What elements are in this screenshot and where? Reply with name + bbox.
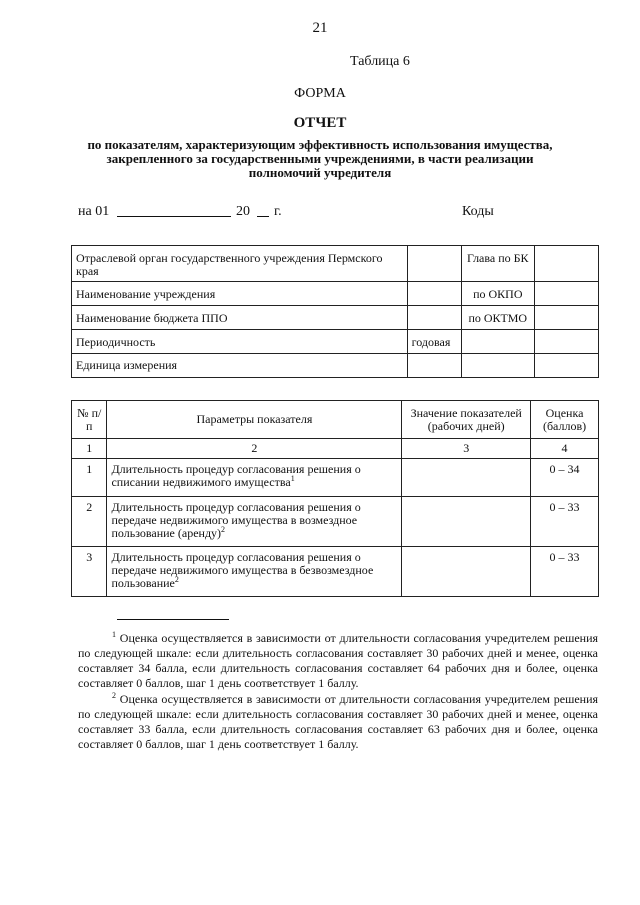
code-value-oktmo: [534, 306, 598, 330]
row-number: 3: [72, 547, 107, 597]
report-subtitle: по показателям, характеризующим эффективность использования имущества, закрепленного за государственными учреждениями, в части реализации полномочий учредителя: [87, 137, 553, 180]
footnote-text: Оценка осуществляется в зависимости от длительности согласования учредителем решения по следующей шкале: если длительность согласования составляет 30 рабочих дней и менее, оценка составляет 34 балла, если длительность согласования составляет 64 рабочих дня и более, оценка составляет 0 баллов, шаг 1 день соответствует 1 баллу.: [78, 631, 599, 690]
row-number: 1: [72, 459, 107, 497]
org-body-label: Отраслевой орган государственного учреждения Пермского края: [72, 246, 408, 282]
row-score: 0 – 33: [531, 547, 599, 597]
row-value: [402, 459, 531, 497]
unit-label: Единица измерения: [72, 354, 408, 378]
header-value: Значение показателей (рабочих дней): [402, 401, 531, 439]
date-prefix: на 01: [78, 204, 110, 219]
header-score: Оценка (баллов): [531, 401, 599, 439]
row-param: [107, 497, 402, 547]
footnote-mark: 2: [112, 691, 116, 700]
footnote-2: [78, 692, 598, 752]
row-score: 0 – 33: [531, 497, 599, 547]
footnote-mark: 1: [112, 630, 116, 639]
org-info-table: [71, 245, 599, 378]
row-param-text: Длительность процедур согласования решения о передаче недвижимого имущества в возмездное пользование (аренду): [111, 500, 361, 540]
page-number: 21: [312, 20, 328, 36]
code-label-okpo: по ОКПО: [461, 282, 534, 306]
code-label-bk: Глава по БК: [461, 246, 534, 282]
code-label-empty: [461, 354, 534, 378]
metrics-table: [71, 400, 599, 597]
budget-name-label: Наименование бюджета ППО: [72, 306, 408, 330]
row-value: [402, 497, 531, 547]
code-value-okpo: [534, 282, 598, 306]
form-label: ФОРМА: [294, 86, 346, 101]
header-params: Параметры показателя: [107, 401, 402, 439]
table-row: [72, 330, 599, 354]
codes-label: Коды: [462, 204, 494, 219]
table-row: [72, 459, 599, 497]
periodicity-label: Периодичность: [72, 330, 408, 354]
code-value-empty: [534, 354, 598, 378]
table-row: [72, 547, 599, 597]
row-number: 2: [72, 497, 107, 547]
column-number: 3: [402, 439, 531, 459]
footnote-ref: 2: [221, 525, 226, 534]
column-number: 1: [72, 439, 107, 459]
row-param: [107, 547, 402, 597]
code-label-oktmo: по ОКТМО: [461, 306, 534, 330]
table-label: Таблица 6: [350, 54, 410, 69]
date-blank-line: [117, 216, 231, 217]
column-number: 4: [531, 439, 599, 459]
date-suffix: г.: [274, 204, 282, 219]
column-number-row: [72, 439, 599, 459]
row-param: [107, 459, 402, 497]
footnote-1: [78, 631, 598, 691]
report-title: ОТЧЕТ: [293, 115, 347, 131]
column-number: 2: [107, 439, 402, 459]
periodicity-value: годовая: [407, 330, 461, 354]
footnote-ref: 2: [174, 575, 179, 584]
budget-name-value: [407, 306, 461, 330]
table-row: [72, 306, 599, 330]
row-score: 0 – 34: [531, 459, 599, 497]
row-value: [402, 547, 531, 597]
row-param-text: Длительность процедур согласования решения о передаче недвижимого имущества в безвозмездное пользование: [111, 550, 374, 590]
table-row: [72, 354, 599, 378]
date-year-prefix: 20: [236, 204, 250, 219]
code-value-bk: [534, 246, 598, 282]
footnote-separator: [117, 619, 229, 620]
institution-name-label: Наименование учреждения: [72, 282, 408, 306]
institution-name-value: [407, 282, 461, 306]
table-row: [72, 497, 599, 547]
header-num: № п/п: [72, 401, 107, 439]
row-param-text: Длительность процедур согласования решения о списании недвижимого имущества: [111, 462, 361, 489]
unit-value: [407, 354, 461, 378]
code-value-empty: [534, 330, 598, 354]
table-header-row: [72, 401, 599, 439]
table-row: [72, 246, 599, 282]
table-row: [72, 282, 599, 306]
footnote-text: Оценка осуществляется в зависимости от длительности согласования учредителем решения по следующей шкале: если длительность согласования составляет 30 рабочих дней и менее, оценка составляет 33 балла, если длительность согласования составляет 63 рабочих дня и более, оценка составляет 0 баллов, шаг 1 день соответствует 1 баллу.: [78, 692, 599, 751]
footnote-ref: 1: [290, 474, 295, 483]
code-label-empty: [461, 330, 534, 354]
org-body-value: [407, 246, 461, 282]
year-blank-line: [257, 216, 269, 217]
